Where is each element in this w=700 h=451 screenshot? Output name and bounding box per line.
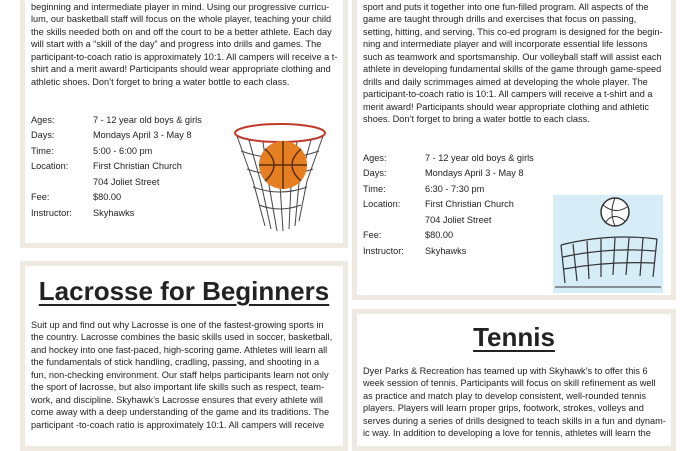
text-line: come away with a deep understanding of the game and its traditions. The xyxy=(31,407,330,418)
text-line: shoes. Don’t forget to bring a water bottle to each class. xyxy=(363,114,590,125)
text-line: Suit up and find out why Lacrosse is one of the fastest-growing sports in xyxy=(31,320,324,330)
days-label: Days: xyxy=(363,168,387,179)
fee-value: $80.00 xyxy=(93,192,122,203)
text-line: participant-to-coach ratio is 10:1. All campers will receive a t-shirt and a xyxy=(363,89,653,100)
text-line: shirt and a merit award! Participants should wear appropriate clothing and xyxy=(31,64,331,75)
text-line: game are taught through drills and exercises that focus on passing, xyxy=(363,14,637,25)
text-line: as practice and match play to develop consistent, well-rounded tennis xyxy=(363,390,646,401)
text-line: the sport of lacrosse, but also important life skills such as respect, team- xyxy=(31,382,325,393)
volleyball-description xyxy=(357,0,671,126)
text-line: players. Players will learn proper grips, footwork, strokes, volleys and xyxy=(363,403,644,414)
ages-value: 7 - 12 year old boys & girls xyxy=(425,152,534,163)
days-value: Mondays April 3 - May 8 xyxy=(93,130,192,141)
volleyball-details xyxy=(363,150,534,259)
text-line: setting, hitting, and serving. This co-ed program is designed for the begin- xyxy=(363,26,663,37)
lacrosse-title: Lacrosse for Beginners xyxy=(38,276,330,306)
tennis-panel xyxy=(352,309,676,451)
basketball-description xyxy=(25,0,343,88)
location-label: Location: xyxy=(31,161,69,172)
text-line: will start with a “skill of the day” and progress into drills and games. The xyxy=(31,39,322,50)
location-label: Location: xyxy=(363,199,401,210)
days-label: Days: xyxy=(31,130,55,141)
text-line: serves during a series of drills designed to teach skills in a fun and dynam- xyxy=(363,415,666,426)
location-value: First Christian Church xyxy=(93,161,182,172)
time-value: 6:30 - 7:30 pm xyxy=(425,183,485,194)
text-line: sport and puts it together into one fun-filled program. All aspects of the xyxy=(363,2,649,12)
instructor-value: Skyhawks xyxy=(425,245,467,256)
text-line: the country. Lacrosse combines the basic skills used in soccer, basketball, xyxy=(31,332,333,343)
tennis-description xyxy=(357,360,671,440)
text-line: participant -to-coach ratio is approximately 10:1. All campers will receive xyxy=(31,419,325,430)
volleyball-net-icon xyxy=(553,195,663,293)
text-line: participant-to-coach ratio is approximately 10:1. All campers will receive a t- xyxy=(31,51,338,62)
basketball-details xyxy=(31,112,202,221)
fee-value: $80.00 xyxy=(425,230,454,241)
text-line: athlete in developing fundamental skills of the game through game-speed xyxy=(363,64,662,75)
fee-label: Fee: xyxy=(31,192,50,203)
text-line: week session of tennis. Participants will focus on skill refinement as well xyxy=(363,378,656,389)
text-line: beginning and intermediate player in mind. Using our progressive curricu- xyxy=(31,2,330,12)
text-line: athletic shoes. Don’t forget to bring a water bottle to each class. xyxy=(31,76,290,87)
lacrosse-description xyxy=(25,310,343,431)
ages-label: Ages: xyxy=(363,152,387,163)
text-line: drills and daily scrimmages aimed at developing the whole player. The xyxy=(363,76,648,87)
text-line: merit award! Participants should wear appropriate clothing and athletic xyxy=(363,101,649,112)
text-line: work, and discipline. Skyhawk’s Lacrosse ensures that every athlete will xyxy=(31,394,323,405)
location-value: First Christian Church xyxy=(425,199,514,210)
basketball-hoop-icon xyxy=(231,121,329,233)
text-line: fun, non-checking environment. Our staff helps participants learn not only xyxy=(31,369,329,380)
address-value: 704 Joliet Street xyxy=(425,214,492,225)
address-value: 704 Joliet Street xyxy=(93,176,160,187)
text-line: such as teamwork and sportsmanship. Our volleyball staff will assist each xyxy=(363,51,662,62)
text-line: ning and intermediate player and will incorporate essential life lessons xyxy=(363,39,648,50)
ages-value: 7 - 12 year old boys & girls xyxy=(93,114,202,125)
text-line: the skills needed both on and off the court to be a better athlete. Each day xyxy=(31,26,332,37)
days-value: Mondays April 3 - May 8 xyxy=(425,168,524,179)
text-line: and hockey into one fast-paced, high-scoring game. Athletes will learn all xyxy=(31,344,328,355)
ages-label: Ages: xyxy=(31,114,55,125)
time-value: 5:00 - 6:00 pm xyxy=(93,145,153,156)
tennis-title: Tennis xyxy=(473,322,555,352)
time-label: Time: xyxy=(31,145,54,156)
text-line: Dyer Parks & Recreation has teamed up with Skyhawk’s to offer this 6 xyxy=(363,366,648,376)
fee-label: Fee: xyxy=(363,230,382,241)
volleyball-panel xyxy=(352,0,676,300)
text-line: lum, our basketball staff will focus on the whole player, teaching your child xyxy=(31,14,332,25)
time-label: Time: xyxy=(363,183,386,194)
instructor-value: Skyhawks xyxy=(93,207,135,218)
text-line: ic way. In addition to developing a love for tennis, athletes will learn the xyxy=(363,428,651,439)
instructor-label: Instructor: xyxy=(363,245,404,256)
lacrosse-panel xyxy=(20,261,348,451)
instructor-label: Instructor: xyxy=(31,207,72,218)
text-line: the fundamentals of stick handling, cradling, passing, and shooting in a xyxy=(31,357,320,368)
basketball-panel xyxy=(20,0,348,248)
